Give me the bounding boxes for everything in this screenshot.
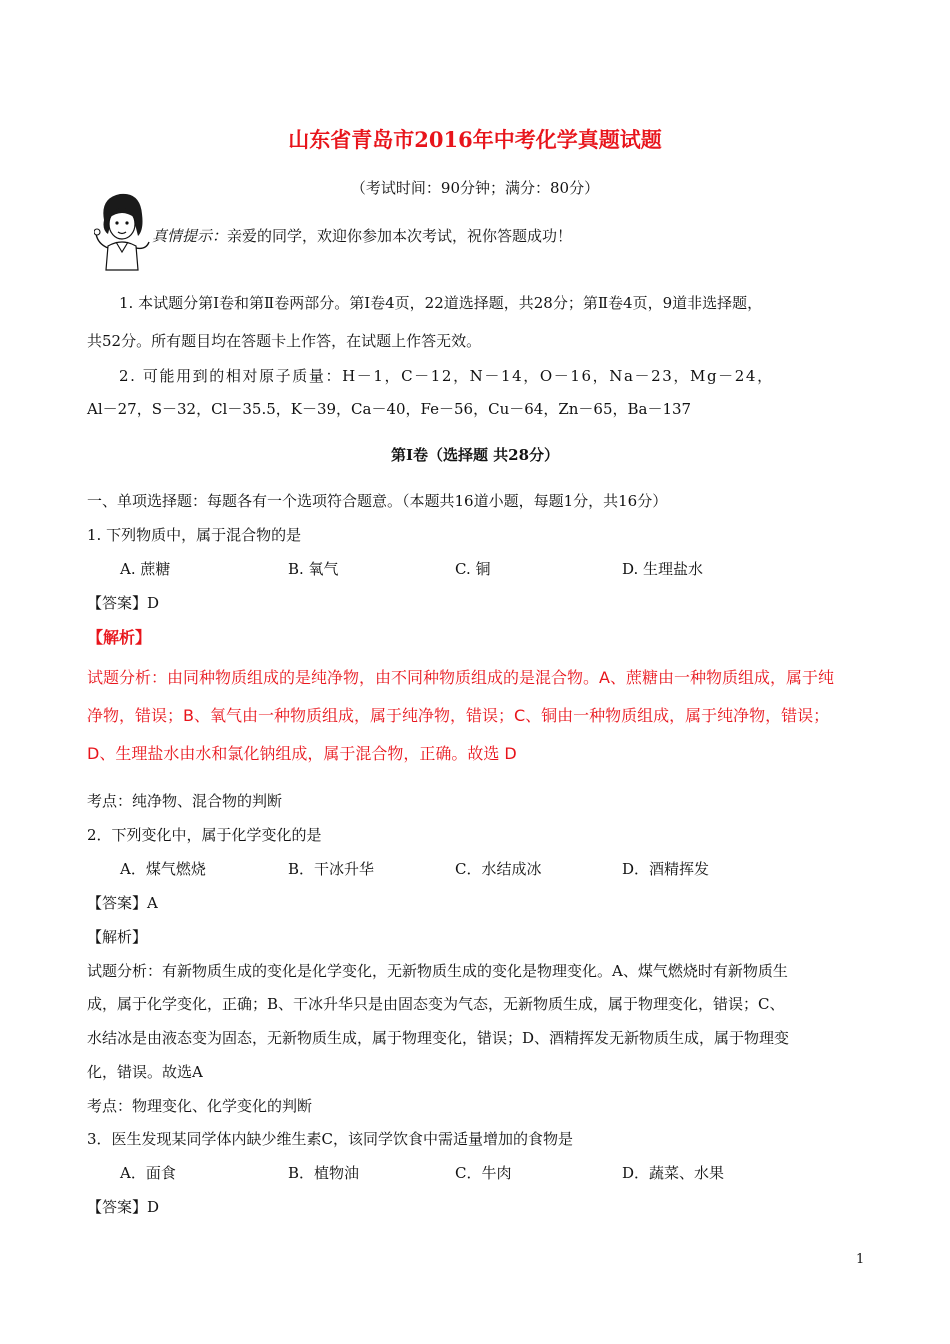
section-title: 第Ⅰ卷（选择题 共28分）	[390, 446, 560, 464]
q2-analysis-label: 【解析】	[87, 928, 148, 946]
q1-analysis-line-2: 净物，错误；B、氧气由一种物质组成，属于纯净物，错误；C、铜由一种物质组成，属于纯净物，错误；	[87, 706, 830, 725]
page-number: 1	[856, 1252, 865, 1267]
q2-option-c: C．水结成冰	[455, 860, 542, 878]
q3-answer: 【答案】D	[87, 1198, 160, 1216]
q2-analysis-line-3: 水结冰是由液态变为固态，无新物质生成，属于物理变化，错误；D、酒精挥发无新物质生成，属于物理变	[87, 1029, 790, 1047]
q1-analysis-label: 【解析】	[87, 628, 152, 647]
q2-point: 考点：物理变化、化学变化的判断	[87, 1097, 313, 1115]
q3-option-d: D．蔬菜、水果	[622, 1164, 725, 1182]
q1-point: 考点：纯净物、混合物的判断	[87, 792, 283, 810]
q1-option-d: D. 生理盐水	[622, 560, 704, 578]
q2-answer: 【答案】A	[87, 894, 158, 912]
q3-option-b: B．植物油	[288, 1164, 360, 1182]
q2-option-d: D．酒精挥发	[622, 860, 710, 878]
q1-option-b: B. 氧气	[288, 560, 339, 578]
document-title: 山东省青岛市2016年中考化学真题试题	[288, 127, 662, 152]
note-2-line-1: 2. 可能用到的相对原子质量：H－1，C－12，N－14，O－16，Na－23，Mg－24，	[119, 367, 774, 385]
tip-text: 亲爱的同学，欢迎你参加本次考试，祝你答题成功！	[227, 227, 573, 245]
tip-line	[152, 226, 572, 246]
q1-stem: 1. 下列物质中，属于混合物的是	[87, 526, 302, 544]
q2-analysis-line-4: 化，错误。故选A	[87, 1063, 203, 1081]
q1-answer: 【答案】D	[87, 594, 160, 612]
q3-stem: 3．医生发现某同学体内缺少维生素C，该同学饮食中需适量增加的食物是	[87, 1130, 574, 1148]
part-1-heading: 一、单项选择题：每题各有一个选项符合题意。（本题共16道小题，每题1分，共16分）	[87, 492, 668, 510]
q1-option-a: A. 蔗糖	[120, 560, 171, 578]
tip-label: 真情提示：	[152, 227, 228, 245]
q1-analysis-line-1: 试题分析：由同种物质组成的是纯净物，由不同种物质组成的是混合物。A、蔗糖由一种物质组成，属于纯	[87, 668, 834, 687]
cartoon-girl-illustration	[94, 190, 150, 272]
q2-analysis-line-1: 试题分析：有新物质生成的变化是化学变化，无新物质生成的变化是物理变化。A、煤气燃烧时有新物质生	[87, 962, 788, 980]
q1-option-c: C. 铜	[455, 560, 491, 578]
note-1-line-1: 1. 本试题分第Ⅰ卷和第Ⅱ卷两部分。第Ⅰ卷4页，22道选择题，共28分；第Ⅱ卷4页，9道非选择题，	[119, 294, 763, 312]
note-1-line-2: 共52分。所有题目均在答题卡上作答，在试题上作答无效。	[87, 332, 482, 350]
q2-option-b: B．干冰升华	[288, 860, 375, 878]
note-2-line-2: Al－27，S－32，Cl－35.5，K－39，Ca－40，Fe－56，Cu－64，Zn－65，Ba－137	[87, 400, 692, 418]
q2-analysis-line-2: 成，属于化学变化，正确；B、干冰升华只是由固态变为气态，无新物质生成，属于物理变化，错误；C、	[87, 995, 785, 1013]
q2-stem: 2．下列变化中，属于化学变化的是	[87, 826, 322, 844]
q3-option-c: C．牛肉	[455, 1164, 512, 1182]
exam-info: （考试时间：90分钟；满分：80分）	[350, 179, 600, 197]
q2-option-a: A．煤气燃烧	[120, 860, 206, 878]
q1-analysis-line-3: D、生理盐水由水和氯化钠组成，属于混合物，正确。故选 D	[87, 744, 517, 763]
q3-option-a: A．面食	[120, 1164, 176, 1182]
